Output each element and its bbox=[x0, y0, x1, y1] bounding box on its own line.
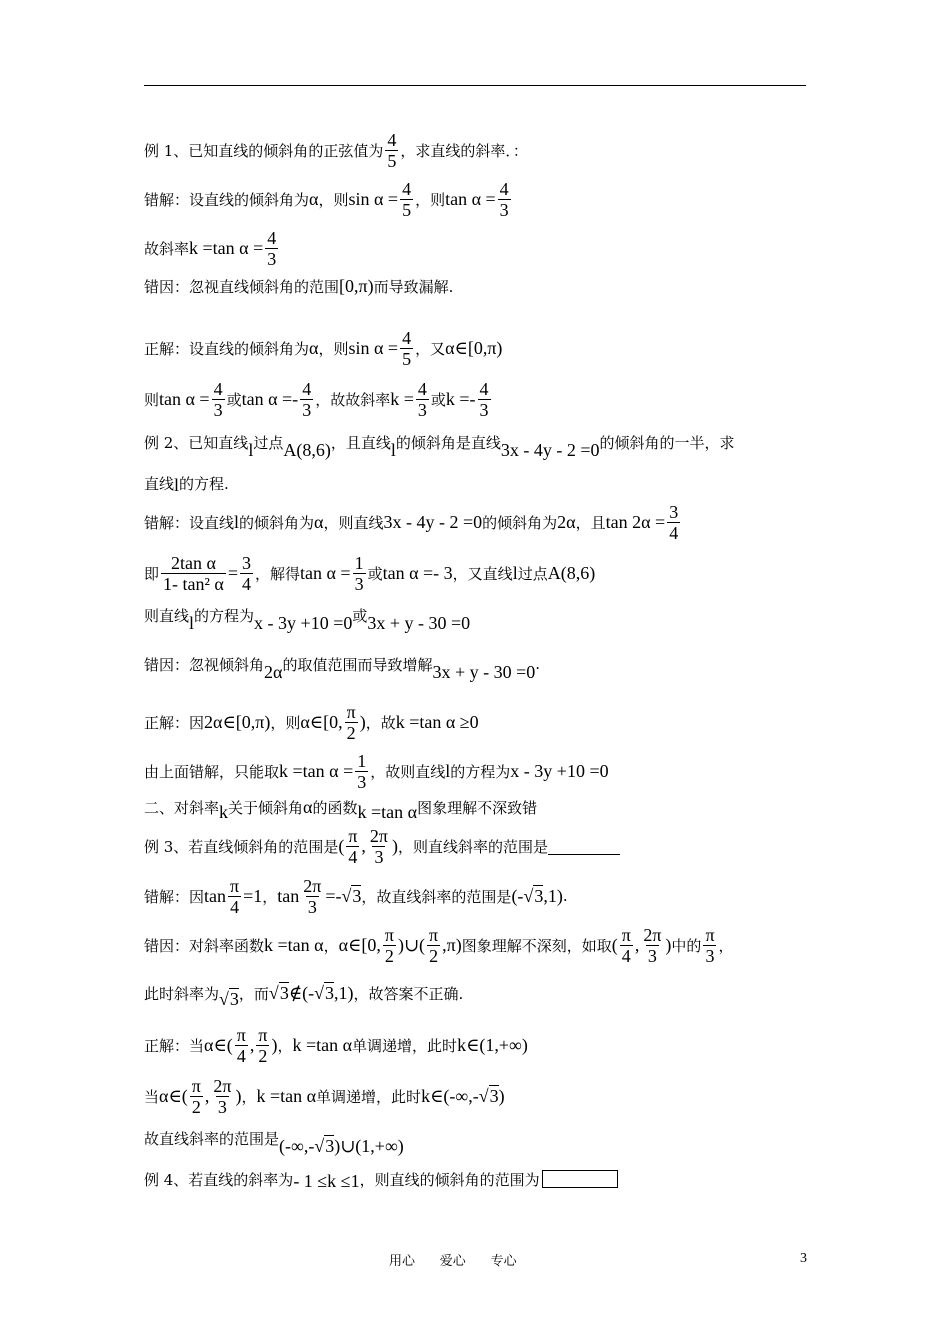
text: 此时斜率为 bbox=[144, 984, 220, 1003]
text: 的倾斜角的一半，求 bbox=[599, 433, 735, 452]
text: 3 bbox=[417, 399, 427, 420]
text: ，故答案不正确. bbox=[353, 984, 464, 1003]
math-expression: ,1) bbox=[543, 885, 563, 906]
math-expression: √ bbox=[314, 982, 325, 1003]
math-expression: l bbox=[189, 612, 195, 633]
text: 则直线 bbox=[144, 606, 190, 625]
math-expression: tan bbox=[204, 885, 227, 906]
text: 由上面错解，只能取 bbox=[144, 762, 280, 781]
text: 的方程为 bbox=[194, 606, 255, 625]
text: 4 bbox=[402, 178, 412, 199]
text: 1- tan² α bbox=[163, 573, 224, 594]
text: 4 bbox=[302, 378, 312, 399]
text: 正解：设直线的倾斜角为 bbox=[144, 339, 310, 358]
math-expression: ) bbox=[359, 711, 366, 732]
math-expression: ) bbox=[235, 1085, 242, 1106]
text: ，则 bbox=[318, 339, 349, 358]
text: 2π bbox=[643, 924, 662, 945]
text bbox=[345, 702, 358, 743]
math-expression: l bbox=[248, 439, 254, 460]
text: ，故则直线 bbox=[370, 762, 446, 781]
text: 当 bbox=[144, 1087, 160, 1106]
math-expression: α∈[0, bbox=[300, 711, 343, 732]
ex2-question-1 bbox=[144, 432, 735, 460]
text: 2π bbox=[303, 875, 322, 896]
text: 图象理解不深致错 bbox=[417, 798, 538, 817]
math-expression: 3x + y - 30 =0 bbox=[432, 661, 536, 682]
math-expression: √ bbox=[523, 885, 534, 906]
text: 的取值范围而导致增解 bbox=[282, 655, 433, 674]
math-expression: 3x + y - 30 =0 bbox=[367, 612, 471, 633]
text bbox=[641, 925, 663, 966]
math-expression: k =tan α bbox=[256, 1085, 317, 1106]
math-expression: tan α = bbox=[300, 562, 351, 583]
ex1-wrong bbox=[144, 178, 513, 220]
text: π bbox=[621, 924, 631, 945]
text bbox=[301, 876, 323, 917]
text: ， bbox=[277, 1036, 293, 1055]
math-expression: 3 bbox=[534, 886, 544, 906]
math-expression: α∈( bbox=[159, 1085, 188, 1106]
math-expression: ,1) bbox=[334, 982, 354, 1003]
text: 正解：当 bbox=[144, 1036, 205, 1055]
math-expression: (-∞,- bbox=[279, 1135, 315, 1156]
math-expression: 3 bbox=[229, 989, 239, 1009]
text: 2π bbox=[369, 825, 389, 846]
math-expression: ( bbox=[338, 835, 345, 856]
text: ，则 bbox=[270, 713, 301, 732]
math-expression: ) bbox=[498, 1085, 505, 1106]
math-expression: tan α =- bbox=[241, 388, 299, 409]
ex2-right-1 bbox=[144, 701, 479, 743]
text: 的倾斜角是直线 bbox=[395, 433, 501, 452]
text bbox=[368, 826, 390, 867]
text: 即 bbox=[144, 564, 160, 583]
text: 4 bbox=[230, 896, 240, 917]
text bbox=[211, 1076, 233, 1117]
text: 5 bbox=[402, 199, 412, 220]
math-expression: tan bbox=[277, 885, 300, 906]
text bbox=[346, 826, 359, 867]
math-expression: 2α bbox=[264, 661, 283, 682]
math-expression: √ bbox=[341, 885, 352, 906]
text bbox=[478, 379, 491, 420]
math-expression: sin α = bbox=[348, 188, 399, 209]
text: 例 1、已知直线的倾斜角的正弦值为 bbox=[144, 141, 384, 160]
text: 3 bbox=[647, 945, 657, 966]
text: 的倾斜角为 bbox=[239, 513, 315, 532]
text: ， bbox=[262, 887, 278, 906]
ex1-question bbox=[144, 129, 528, 171]
math-expression: =- bbox=[325, 885, 342, 906]
math-expression: 2α bbox=[557, 511, 576, 532]
text: ，故故斜率 bbox=[315, 390, 391, 409]
math-expression: 3 bbox=[279, 983, 289, 1003]
text: 2 bbox=[346, 722, 356, 743]
fraction bbox=[385, 130, 398, 171]
text: 4 bbox=[499, 178, 509, 199]
text: 的方程为 bbox=[450, 762, 511, 781]
text: 的方程. bbox=[179, 474, 229, 493]
text: ，解得 bbox=[254, 564, 300, 583]
text: 例 3、若直线倾斜角的范围是 bbox=[144, 837, 339, 856]
text: ，则直线斜率的范围是 bbox=[398, 837, 549, 856]
ex2-right-2 bbox=[144, 750, 609, 792]
page-footer: 用心 爱心 专心 bbox=[389, 1254, 517, 1269]
text: 单调递增，此时 bbox=[316, 1087, 422, 1106]
text: 3 bbox=[241, 552, 251, 573]
text: ， bbox=[323, 936, 339, 955]
text: 3 bbox=[705, 945, 715, 966]
math-expression: l bbox=[390, 439, 396, 460]
text: ，且 bbox=[575, 513, 606, 532]
text: 5 bbox=[387, 150, 397, 171]
text: 2 bbox=[429, 945, 439, 966]
text: 3 bbox=[479, 399, 489, 420]
text: π bbox=[384, 924, 394, 945]
fraction bbox=[667, 502, 680, 543]
math-expression: √ bbox=[314, 1135, 325, 1156]
ex2-wrong-1 bbox=[144, 501, 682, 543]
text: 4 bbox=[348, 846, 358, 867]
math-expression: k bbox=[219, 801, 229, 822]
text: 直线 bbox=[144, 474, 175, 493]
text: ，则 bbox=[318, 190, 349, 209]
text: . bbox=[562, 887, 568, 905]
text: π bbox=[258, 1024, 268, 1045]
fraction bbox=[161, 553, 226, 594]
text: 2 bbox=[258, 1045, 268, 1066]
ex2-wrong-3 bbox=[144, 605, 471, 633]
math-expression: A(8,6) bbox=[547, 562, 596, 583]
math-expression: , bbox=[634, 934, 640, 955]
math-expression: 3 bbox=[489, 1086, 499, 1106]
math-expression: l bbox=[445, 760, 451, 781]
text: 3 bbox=[357, 771, 367, 792]
text: π bbox=[348, 825, 358, 846]
text: π bbox=[191, 1075, 201, 1096]
math-expression: 3x - 4y - 2 =0 bbox=[383, 511, 483, 532]
text bbox=[228, 876, 241, 917]
text bbox=[212, 379, 225, 420]
text: 图象理解不深刻，如取 bbox=[461, 936, 612, 955]
text: ，且直线 bbox=[330, 433, 391, 452]
text: ，又直线 bbox=[452, 564, 513, 583]
text bbox=[353, 553, 366, 594]
math-expression: sin α = bbox=[348, 337, 399, 358]
text: 4 bbox=[387, 129, 397, 150]
text: π bbox=[230, 875, 240, 896]
text bbox=[620, 925, 633, 966]
text: 例 2、已知直线 bbox=[144, 433, 249, 452]
math-expression: tan 2α = bbox=[605, 511, 666, 532]
text: 5 bbox=[402, 348, 412, 369]
ex2-cause bbox=[144, 654, 541, 682]
math-expression: k∈(1,+∞) bbox=[457, 1034, 528, 1055]
text bbox=[703, 925, 716, 966]
text: 1 bbox=[354, 552, 364, 573]
text: 错解：设直线的倾斜角为 bbox=[144, 190, 310, 209]
text: 则 bbox=[144, 390, 160, 409]
math-expression: k =tan α bbox=[264, 934, 324, 955]
math-expression: A(8,6) bbox=[283, 439, 331, 460]
math-expression: α∈( bbox=[204, 1034, 233, 1055]
text: π bbox=[346, 701, 356, 722]
math-expression: l bbox=[174, 474, 180, 495]
math-expression: )∪(1,+∞) bbox=[334, 1135, 404, 1156]
math-expression: ,π) bbox=[442, 934, 462, 955]
text: ，故直线斜率的范围是 bbox=[361, 887, 512, 906]
math-expression: 3 bbox=[352, 886, 362, 906]
math-expression: α∈[0,π) bbox=[445, 337, 503, 358]
math-expression: ( bbox=[611, 934, 618, 955]
text: ，则直线 bbox=[323, 513, 384, 532]
text: ，求直线的斜率．： bbox=[400, 141, 528, 160]
math-expression: k =- bbox=[445, 388, 476, 409]
text: 3 bbox=[302, 399, 312, 420]
math-expression: α bbox=[309, 337, 319, 358]
text: 错解：设直线 bbox=[144, 513, 235, 532]
text: 或 bbox=[367, 564, 383, 583]
text: 2π bbox=[213, 1075, 232, 1096]
math-expression: k =tan α = bbox=[189, 237, 264, 258]
text: 4 bbox=[402, 327, 412, 348]
text: 3 bbox=[354, 573, 364, 594]
fraction bbox=[265, 228, 278, 269]
text: 或 bbox=[430, 390, 446, 409]
text: 二、对斜率 bbox=[144, 798, 220, 817]
ex3-cause-2 bbox=[144, 982, 464, 1009]
math-expression: k =tan α = bbox=[279, 760, 354, 781]
math-expression: 3 bbox=[325, 983, 335, 1003]
text: π bbox=[236, 1024, 246, 1045]
text: 正解：因 bbox=[144, 713, 205, 732]
math-expression: tan α = bbox=[159, 388, 210, 409]
text: ， bbox=[718, 936, 734, 955]
text: 例 4、若直线的斜率为 bbox=[144, 1170, 294, 1189]
text: 4 bbox=[213, 378, 223, 399]
ex1-cause bbox=[144, 276, 453, 296]
text bbox=[300, 379, 313, 420]
ex1-right-1 bbox=[144, 327, 503, 369]
text: 单调递增，此时 bbox=[352, 1036, 458, 1055]
fraction bbox=[400, 328, 413, 369]
text: 3 bbox=[217, 1096, 227, 1117]
text: 故斜率 bbox=[144, 239, 190, 258]
text: ，故 bbox=[365, 713, 396, 732]
math-expression: α∈[0, bbox=[338, 934, 381, 955]
math-expression: 3 bbox=[325, 1136, 335, 1156]
text: 中的 bbox=[671, 936, 702, 955]
math-expression: x - 3y +10 =0 bbox=[510, 760, 609, 781]
text: 错因：忽视倾斜角 bbox=[144, 655, 265, 674]
math-expression: 3x - 4y - 2 =0 bbox=[500, 439, 600, 460]
text: 3 bbox=[267, 248, 277, 269]
answer-blank bbox=[548, 838, 620, 855]
math-expression: l bbox=[512, 562, 518, 583]
math-expression: √ bbox=[219, 988, 229, 1009]
text: 4 bbox=[479, 378, 489, 399]
text: 3 bbox=[499, 199, 509, 220]
text: 1 bbox=[357, 750, 367, 771]
text bbox=[235, 1025, 248, 1066]
text: 2tan α bbox=[170, 552, 216, 573]
ex1-right-2 bbox=[144, 378, 493, 420]
text: 错因：对斜率函数 bbox=[144, 936, 265, 955]
math-expression: k =tan α bbox=[357, 801, 418, 822]
ex2-wrong-2 bbox=[144, 552, 596, 594]
math-expression: , bbox=[204, 1085, 210, 1106]
fraction bbox=[498, 179, 511, 220]
text: 4 bbox=[621, 945, 631, 966]
math-expression: √ bbox=[268, 982, 279, 1003]
section-2-heading bbox=[144, 796, 538, 822]
page-number: 3 bbox=[800, 1251, 807, 1266]
text: ，又 bbox=[415, 339, 446, 358]
math-expression: = bbox=[227, 562, 238, 583]
text: 而导致漏解. bbox=[373, 277, 454, 296]
ex2-question-2 bbox=[144, 473, 229, 493]
math-expression: , bbox=[361, 835, 366, 856]
text: 关于倾斜角 bbox=[228, 798, 304, 817]
text bbox=[416, 379, 429, 420]
text: ，而 bbox=[238, 984, 269, 1003]
text bbox=[240, 553, 253, 594]
math-expression: (- bbox=[511, 885, 524, 906]
text: 4 bbox=[236, 1045, 246, 1066]
text: 或 bbox=[226, 390, 242, 409]
math-expression: k = bbox=[390, 388, 414, 409]
math-expression: )∪( bbox=[397, 934, 426, 955]
math-expression: √ bbox=[478, 1085, 489, 1106]
text bbox=[427, 925, 440, 966]
math-expression: - 1 ≤k ≤1 bbox=[293, 1170, 360, 1191]
math-expression: k∈(-∞,- bbox=[421, 1085, 479, 1106]
text: 2 bbox=[191, 1096, 201, 1117]
math-expression: 2α∈[0,π) bbox=[204, 711, 271, 732]
text: 的函数 bbox=[312, 798, 358, 817]
text bbox=[383, 925, 396, 966]
math-expression: =1 bbox=[243, 885, 263, 906]
text bbox=[190, 1076, 203, 1117]
ex4-question bbox=[144, 1169, 618, 1189]
text: ， bbox=[241, 1087, 257, 1106]
text: . bbox=[535, 655, 541, 673]
math-expression: tan α =- 3 bbox=[382, 562, 453, 583]
text: 3 bbox=[374, 846, 384, 867]
math-expression: α bbox=[314, 511, 324, 532]
text: 2 bbox=[384, 945, 394, 966]
math-expression: , bbox=[249, 1034, 255, 1055]
text: 错因：忽视直线倾斜角的范围 bbox=[144, 277, 340, 296]
text: ，则直线的倾斜角的范围为 bbox=[359, 1170, 540, 1189]
text bbox=[355, 751, 368, 792]
answer-box bbox=[542, 1170, 618, 1188]
text: 3 bbox=[213, 399, 223, 420]
text: π bbox=[429, 924, 439, 945]
header-rule bbox=[144, 85, 806, 86]
text bbox=[256, 1025, 269, 1066]
math-expression: k =tan α bbox=[292, 1034, 353, 1055]
math-expression: l bbox=[234, 511, 240, 532]
math-expression: ) bbox=[665, 934, 672, 955]
text: 3 bbox=[307, 896, 317, 917]
text: 4 bbox=[417, 378, 427, 399]
text: 4 bbox=[267, 227, 277, 248]
ex3-right-3 bbox=[144, 1128, 404, 1156]
text: ，则 bbox=[415, 190, 446, 209]
fraction bbox=[400, 179, 413, 220]
math-expression: tan α = bbox=[445, 188, 496, 209]
text: 4 bbox=[669, 522, 679, 543]
text: 3 bbox=[669, 501, 679, 522]
math-expression: k =tan α ≥0 bbox=[395, 711, 479, 732]
text: 或 bbox=[352, 606, 368, 625]
ex3-right-1 bbox=[144, 1024, 528, 1066]
text: 错解：因 bbox=[144, 887, 205, 906]
math-expression: α bbox=[309, 188, 319, 209]
math-expression: ) bbox=[271, 1034, 278, 1055]
math-expression: α bbox=[303, 796, 313, 817]
math-expression: [0,π) bbox=[339, 275, 374, 296]
ex3-cause-1 bbox=[144, 924, 734, 966]
ex1-slope bbox=[144, 227, 280, 269]
math-expression: ) bbox=[392, 835, 399, 856]
text: 过点 bbox=[253, 433, 284, 452]
text: 的倾斜角为 bbox=[482, 513, 558, 532]
math-expression: x - 3y +10 =0 bbox=[254, 612, 353, 633]
text: 4 bbox=[241, 573, 251, 594]
text: 过点 bbox=[517, 564, 548, 583]
text: π bbox=[705, 924, 715, 945]
math-expression: ∉(- bbox=[288, 982, 315, 1003]
text: 故直线斜率的范围是 bbox=[144, 1129, 280, 1148]
